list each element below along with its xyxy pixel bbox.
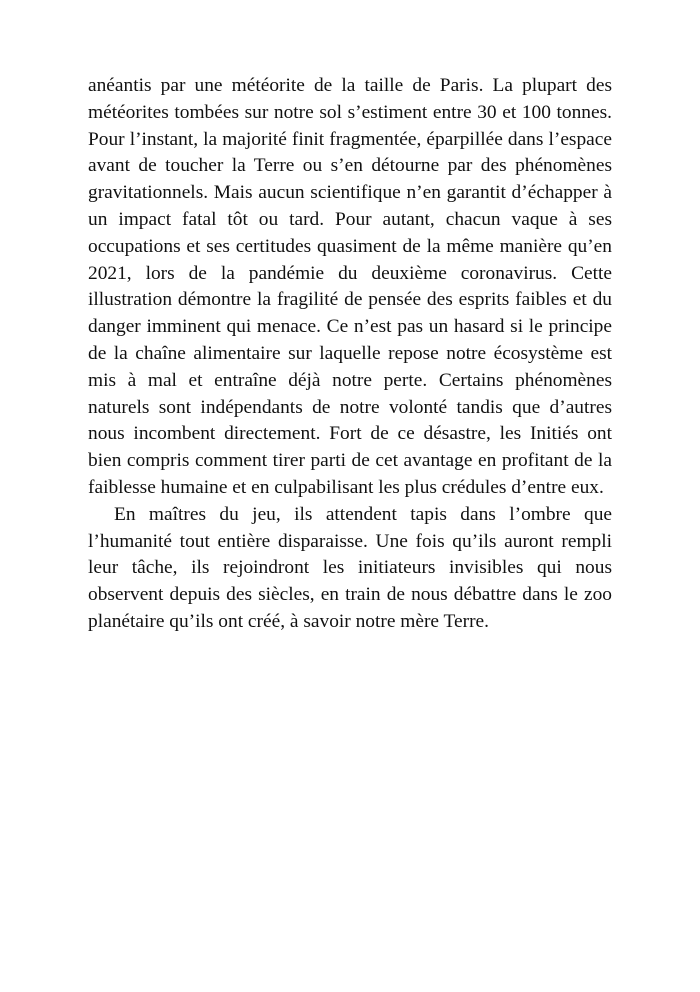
body-text — [88, 73, 612, 636]
paragraph-2: En maîtres du jeu, ils attendent tapis dans l’ombre que l’humanité tout entière disparaisse. Une fois qu’ils auront rempli leur tâche, ils rejoindront les initiateurs invisibles qui nous observent depuis des siècles, en train de nous débattre dans le zoo planétaire qu’ils ont créé, à savoir notre mère Terre. — [88, 503, 612, 632]
paragraph-1: anéantis par une météorite de la taille de Paris. La plupart des météorites tombées sur notre sol s’estiment entre 30 et 100 tonnes. Pour l’instant, la majorité finit fragmentée, éparpillée dans l’espace avant de toucher la Terre ou s’en détourne par des phénomènes gravitationnels. Mais aucun scientifique n’en garantit d’échapper à un impact fatal tôt ou tard. Pour autant, chacun vaque à ses occupations et ses certitudes quasiment de la même manière qu’en 2021, lors de la pandémie du deuxième coronavirus. Cette illustration démontre la fragilité de pensée des esprits faibles et du danger imminent qui menace. Ce n’est pas un hasard si le principe de la chaîne alimentaire sur laquelle repose notre écosystème est mis à mal et entraîne déjà notre perte. Certains phénomènes naturels sont indépendants de notre volonté tandis que d’autres nous incombent directement. Fort de ce désastre, les Initiés ont bien compris comment tirer parti de cet avantage en profitant de la faiblesse humaine et en culpabilisant les plus crédules d’entre eux. — [88, 75, 612, 498]
